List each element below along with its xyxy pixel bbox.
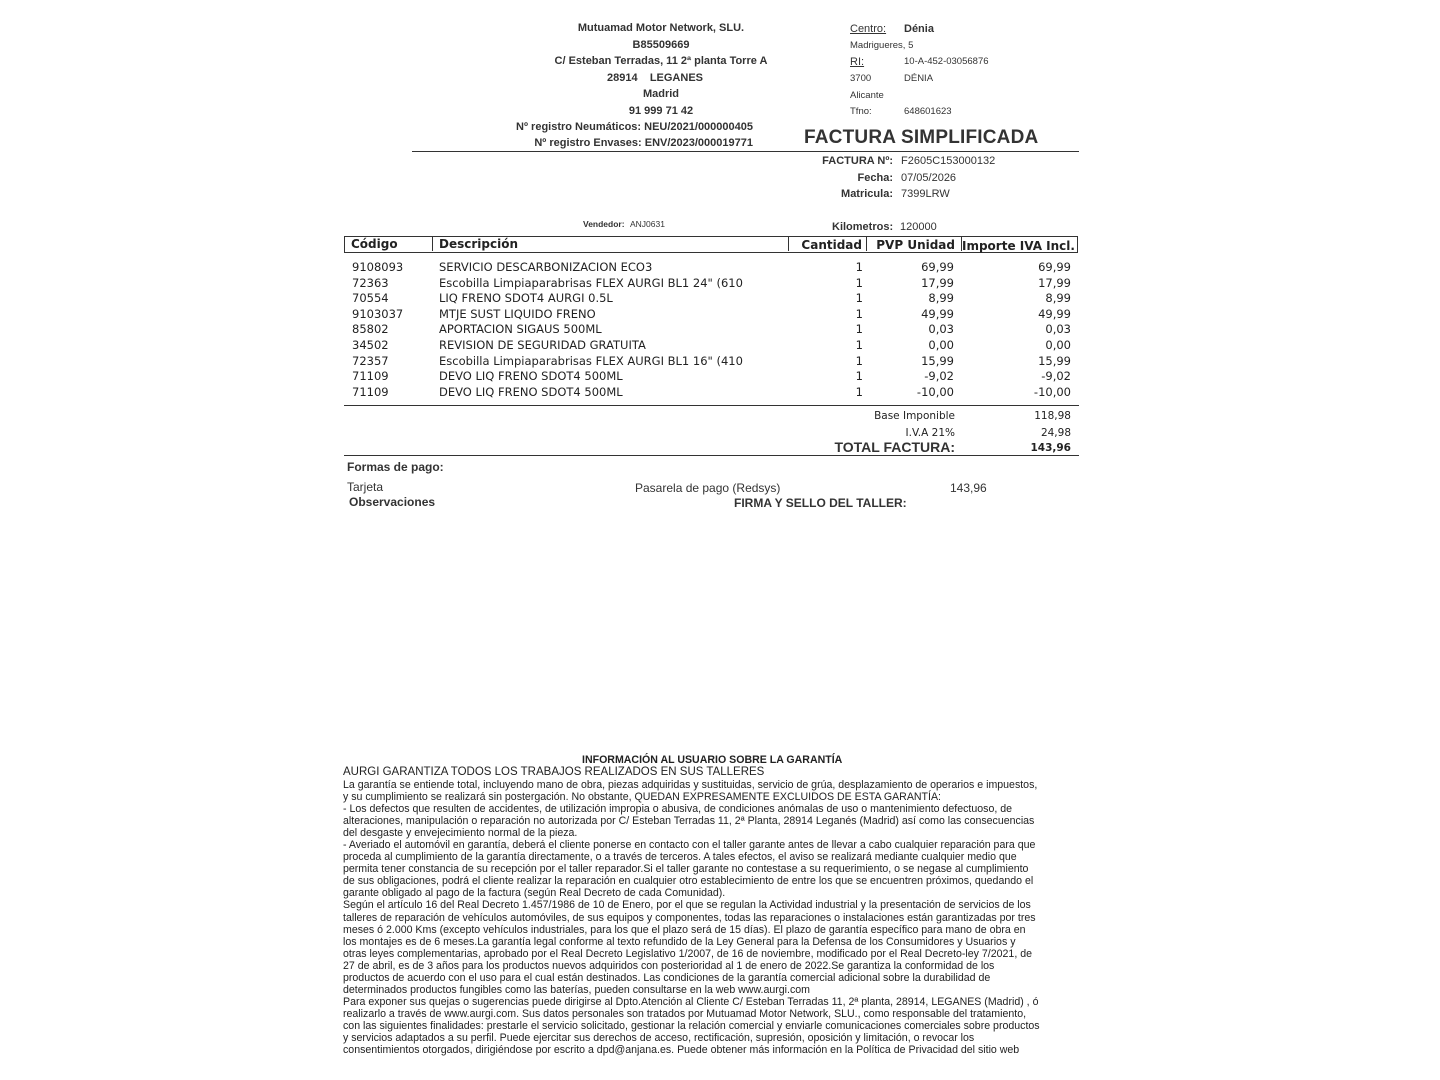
cell-desc: Escobilla Limpiaparabrisas FLEX AURGI BL1 16" (410 bbox=[439, 354, 743, 368]
guarantee-line: productos de acuerdo con el uso para el cual están destinados. Las condiciones de la garantía comercial adicional sobre la durabilidad de bbox=[343, 971, 991, 984]
plate-label: Matricula: bbox=[841, 188, 893, 200]
cell-price: -9,02 bbox=[924, 369, 954, 383]
payment-method: Tarjeta bbox=[347, 480, 384, 494]
table-row bbox=[352, 276, 1072, 291]
cell-price: -10,00 bbox=[916, 385, 954, 399]
cell-total: -9,02 bbox=[1041, 369, 1071, 383]
centro-cp: 3700 bbox=[850, 73, 872, 84]
header-divider bbox=[412, 151, 1079, 152]
cell-total: 69,99 bbox=[1038, 260, 1071, 274]
guarantee-text bbox=[343, 779, 1107, 1056]
invoice-date: 07/05/2026 bbox=[901, 172, 957, 184]
cell-qty: 1 bbox=[855, 291, 863, 305]
guarantee-line: los montajes es de 6 meses.La garantía legal conforme al texto refundido de la Ley General para la Defensa de los Consumidores y Usuarios y bbox=[343, 935, 1016, 948]
company-phone: 91 999 71 42 bbox=[628, 105, 694, 117]
guarantee-line: - Los defectos que resulten de accidentes, de utilización impropia o abusiva, de condiciones anómalas de uso o mantenimiento defectuoso, de bbox=[343, 803, 1012, 816]
cell-code: 72357 bbox=[352, 354, 389, 368]
guarantee-heading: AURGI GARANTIZA TODOS LOS TRABAJOS REALIZADOS EN SUS TALLERES bbox=[343, 766, 765, 778]
cell-total: -10,00 bbox=[1033, 385, 1071, 399]
th-price: PVP Unidad bbox=[876, 238, 955, 252]
cell-price: 69,99 bbox=[921, 260, 954, 274]
centro-city: DÉNIA bbox=[904, 73, 934, 84]
centro-label: Centro: bbox=[850, 23, 887, 35]
km-value: 120000 bbox=[900, 221, 937, 233]
guarantee-title: INFORMACIÓN AL USUARIO SOBRE LA GARANTÍA bbox=[582, 754, 843, 766]
cell-desc: APORTACION SIGAUS 500ML bbox=[439, 322, 602, 336]
payment-amount: 143,96 bbox=[950, 481, 987, 495]
guarantee-line: y su cumplimiento se realizará sin postergación. No obstante, QUEDAN EXPRESAMENTE EXCLUIDOS DE ESTA GARANTÍA: bbox=[343, 791, 941, 804]
guarantee-line: talleres de reparación de vehículos automóviles, de sus equipos y componentes, todas las reparaciones o instalaciones están garantizadas por tres bbox=[343, 911, 1036, 924]
cell-total: 15,99 bbox=[1038, 354, 1071, 368]
plate-value: 7399LRW bbox=[901, 188, 950, 200]
ri-label: RI: bbox=[850, 56, 865, 68]
guarantee-line: con las siguientes finalidades: prestarle el servicio solicitado, gestionar la relación comercial y enviarle comunicaciones comerciales sobre productos bbox=[343, 1019, 1040, 1032]
guarantee-line: La garantía se entiende total, incluyendo mano de obra, piezas adquiridas y sustituidas, servicio de grúa, desplazamiento de operarios e impuestos, bbox=[343, 779, 1038, 791]
guarantee-line: realizarlo a través de www.aurgi.com. Sus datos personales son tratados por Mutuamad Motor Network, SLU., como responsable del tratamiento, bbox=[343, 1007, 1027, 1020]
cell-qty: 1 bbox=[855, 385, 863, 399]
seller-label: Vendedor: bbox=[583, 219, 625, 229]
cell-qty: 1 bbox=[855, 322, 863, 336]
company-province: Madrid bbox=[642, 88, 680, 100]
cell-qty: 1 bbox=[855, 307, 863, 321]
total-value: 143,96 bbox=[1030, 442, 1071, 454]
km-label: Kilometros: bbox=[832, 221, 894, 233]
cell-price: 8,99 bbox=[928, 291, 954, 305]
cell-code: 34502 bbox=[352, 338, 389, 352]
table-row bbox=[352, 338, 1072, 353]
table-row bbox=[352, 385, 1072, 400]
guarantee-line: del desgaste y envejecimiento normal de la pieza. bbox=[343, 827, 578, 840]
signature-label: FIRMA Y SELLO DEL TALLER: bbox=[734, 496, 907, 510]
cell-code: 9108093 bbox=[352, 260, 404, 274]
centro-street: Madrigueres, 5 bbox=[850, 40, 914, 51]
guarantee-line: permita tener constancia de su recepción por el taller reparador.Si el taller garante no contestase a su requerimiento, o se negase al cumplimiento bbox=[343, 863, 1029, 876]
totals-divider bbox=[344, 455, 1079, 456]
table-row bbox=[352, 369, 1072, 384]
payment-label: Formas de pago: bbox=[347, 460, 444, 474]
cell-desc: DEVO LIQ FRENO SDOT4 500ML bbox=[439, 385, 623, 399]
cell-total: 17,99 bbox=[1038, 276, 1071, 290]
cell-price: 0,00 bbox=[928, 338, 954, 352]
iva-value: 24,98 bbox=[1040, 427, 1071, 439]
cell-code: 85802 bbox=[352, 322, 389, 336]
cell-price: 49,99 bbox=[921, 307, 954, 321]
cell-code: 72363 bbox=[352, 276, 389, 290]
company-cif: B85509669 bbox=[632, 39, 690, 51]
th-total: Importe IVA Incl. bbox=[962, 239, 1075, 253]
table-bottom-divider bbox=[344, 405, 1079, 406]
cell-code: 70554 bbox=[352, 291, 389, 305]
table-row bbox=[352, 291, 1072, 306]
tel-label: Tfno: bbox=[850, 106, 872, 117]
registro-neumaticos: Nº registro Neumáticos: NEU/2021/000000405 bbox=[516, 121, 753, 133]
ri-value: 10-A-452-03056876 bbox=[904, 56, 989, 67]
table-row bbox=[352, 260, 1072, 275]
registro-envases: Nº registro Envases: ENV/2023/000019771 bbox=[534, 137, 753, 149]
cell-qty: 1 bbox=[855, 369, 863, 383]
company-postal-city: 28914 LEGANES bbox=[607, 72, 703, 84]
cell-desc: DEVO LIQ FRENO SDOT4 500ML bbox=[439, 369, 623, 383]
table-row bbox=[352, 354, 1072, 369]
guarantee-line: meses ó 2.000 Kms (excepto vehículos industriales, para los que el plazo será de 15 días). El plazo de garantía específico para mano de obra en bbox=[343, 923, 1026, 936]
cell-total: 0,00 bbox=[1045, 338, 1071, 352]
cell-desc: MTJE SUST LIQUIDO FRENO bbox=[439, 307, 596, 321]
col-divider bbox=[432, 237, 433, 251]
guarantee-line: Para exponer sus quejas o sugerencias puede dirigirse al Dpto.Atención al Cliente C/ Esteban Terradas 11, 2ª planta, 28914, LEGANES (Madrid) , ó bbox=[343, 995, 1039, 1008]
table-row bbox=[352, 307, 1072, 322]
cell-price: 15,99 bbox=[921, 354, 954, 368]
guarantee-line: - Averiado el automóvil en garantía, deberá el cliente ponerse en contacto con el taller garante antes de llevar a cabo cualquier reparación para que bbox=[343, 839, 1036, 852]
cell-desc: REVISION DE SEGURIDAD GRATUITA bbox=[439, 338, 646, 352]
invoice-title: FACTURA SIMPLIFICADA bbox=[804, 127, 1039, 148]
cell-desc: SERVICIO DESCARBONIZACION ECO3 bbox=[439, 260, 653, 274]
cell-desc: Escobilla Limpiaparabrisas FLEX AURGI BL1 24" (610 bbox=[439, 276, 743, 290]
seller-value: ANJ0631 bbox=[630, 219, 665, 229]
centro-province: Alicante bbox=[850, 90, 884, 101]
iva-label: I.V.A 21% bbox=[905, 427, 955, 439]
th-code: Código bbox=[351, 237, 398, 251]
cell-qty: 1 bbox=[855, 260, 863, 274]
company-name: Mutuamad Motor Network, SLU. bbox=[577, 22, 745, 34]
guarantee-line: consentimientos otorgados, dirigiéndose por escrito a dpd@anjana.es. Puede obtener más información en la Política de Privacidad del sitio web bbox=[343, 1044, 1020, 1057]
invoice-date-label: Fecha: bbox=[857, 172, 893, 184]
company-street: C/ Esteban Terradas, 11 2ª planta Torre A bbox=[554, 55, 768, 67]
cell-code: 71109 bbox=[352, 385, 389, 399]
cell-qty: 1 bbox=[855, 354, 863, 368]
invoice-number: F2605C153000132 bbox=[901, 155, 996, 167]
cell-qty: 1 bbox=[855, 338, 863, 352]
cell-total: 0,03 bbox=[1045, 322, 1071, 336]
centro-name: Dénia bbox=[904, 23, 934, 35]
base-value: 118,98 bbox=[1034, 410, 1071, 422]
cell-desc: LIQ FRENO SDOT4 AURGI 0.5L bbox=[439, 291, 613, 305]
cell-price: 0,03 bbox=[928, 322, 954, 336]
cell-code: 9103037 bbox=[352, 307, 404, 321]
guarantee-line: de sus obligaciones, podrá el cliente realizar la reparación en cualquier otro establecimiento de entre los que se encuentren próximos, quedando el bbox=[343, 875, 1034, 888]
tel-value: 648601623 bbox=[904, 106, 952, 117]
guarantee-line: 27 de abril, es de 3 años para los productos nuevos adquiridos con posterioridad al 1 de enero de 2022.Se garantiza la conformidad de los bbox=[343, 959, 995, 972]
guarantee-line: garante obligado al pago de la factura (según Real Decreto de cada Comunidad). bbox=[343, 887, 726, 900]
cell-total: 8,99 bbox=[1045, 291, 1071, 305]
guarantee-line: y servicios adaptados a su perfil. Puede ejercitar sus derechos de acceso, rectificación, supresión, oposición y limitación, o revocar los bbox=[343, 1031, 975, 1044]
invoice-number-label: FACTURA Nº: bbox=[822, 155, 893, 167]
th-desc: Descripción bbox=[439, 237, 518, 251]
cell-price: 17,99 bbox=[921, 276, 954, 290]
total-label: TOTAL FACTURA: bbox=[834, 439, 955, 455]
guarantee-line: determinados productos fungibles como las baterías, pueden consultarse en la web www.aurgi.com bbox=[343, 983, 810, 996]
table-row bbox=[352, 322, 1072, 337]
guarantee-line: proceda al cumplimiento de la garantía directamente, o a través de terceros. A tales efectos, el aviso se realizará mediante cualquier medio que bbox=[343, 851, 1017, 864]
cell-qty: 1 bbox=[855, 276, 863, 290]
guarantee-line: Según el artículo 16 del Real Decreto 1.457/1986 de 10 de Enero, por el que se regulan la Actividad industrial y la presentación de servicios de los bbox=[343, 899, 1031, 912]
payment-gateway: Pasarela de pago (Redsys) bbox=[635, 481, 781, 495]
guarantee-line: alteraciones, manipulación o reparación no autorizada por C/ Esteban Terradas 11, 2ª Planta, 28914 Leganés (Madrid) así como las consecuencias bbox=[343, 815, 1035, 828]
base-label: Base Imponible bbox=[874, 410, 955, 422]
observations-label: Observaciones bbox=[349, 495, 436, 509]
guarantee-line: otras leyes complementarias, aprobado por el Real Decreto Legislativo 1/2007, de 16 de noviembre, modificado por el Real Decreto-ley 7/2021, de bbox=[343, 947, 1032, 960]
cell-total: 49,99 bbox=[1038, 307, 1071, 321]
cell-code: 71109 bbox=[352, 369, 389, 383]
th-qty: Cantidad bbox=[801, 238, 862, 252]
